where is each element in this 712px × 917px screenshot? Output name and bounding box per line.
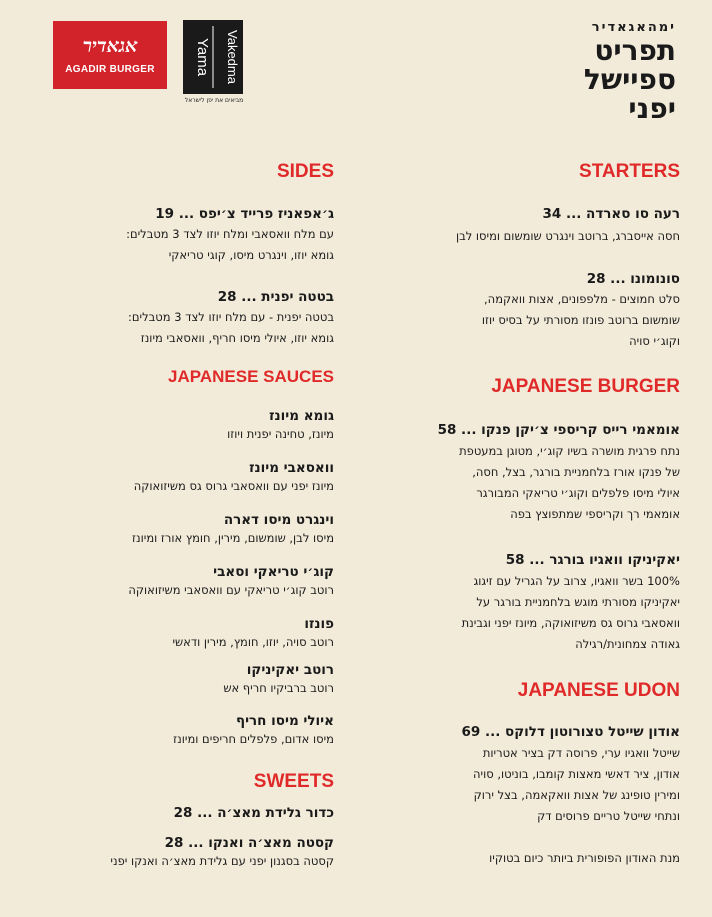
item-description [14,476,334,497]
desc-line: אודון, ציר דאשי מאצות קומבו, בוניטו, סויה [473,767,680,781]
menu-item [14,460,334,497]
agadir-logo-script: אגאדיר [82,35,138,57]
item-title: יאקיניקו וואגיו בורגר ... 58 [505,552,680,568]
desc-line: נתח פרגית מושרה בשיו קוג׳י, מטוגן במעטפת [459,444,680,458]
item-title: וינגרט מיסו דארה [223,512,334,528]
menu-item [14,408,334,445]
menu-item [350,271,680,352]
section-heading-udon: JAPANESE UDON [517,680,680,701]
item-description [14,580,334,601]
desc-line: קסטה בסגנון יפני עם גלידת מאצ׳ה ואנקו יפני [110,854,334,868]
desc-line: בטטה יפנית - עם מלח יוזו לצד 3 מטבלים: [128,310,334,324]
menu-title-line: תפריט [594,34,676,67]
yama-tagline: מביאים את יפן לישראל [184,97,244,104]
desc-line: של פנקו אורז בלחמניית בורגר, בצל, חסה, [472,465,680,479]
udon-footnote: מנת האודון הפופורית ביותר כיום בטוקיו [489,851,680,865]
menu-item [14,805,334,821]
desc-line: ומירין טופינג של אצות וואקאמה, בצל ירוק [473,788,680,802]
item-title: גומא מיונז [269,408,334,424]
desc-line: רוטב קוג׳י טריאקי עם וואסאבי משיזואוקה [128,583,334,597]
item-title: קסטה מאצ׳ה ואנקו ... 28 [164,835,334,851]
desc-line: מיונז יפני עם וואסאבי גרוס גס משיזואוקה [133,479,334,493]
item-description [14,224,334,266]
desc-line: חסה אייסברג, ברוטב וינגרט שומשום ומיסו לבן [455,229,680,243]
item-description [350,289,680,352]
desc-line: גומא יוזו, וינגרט מיסו, קוגי טריאקי [168,248,334,262]
desc-line: מיסו אדום, פלפלים חריפים ומיונז [173,732,334,746]
desc-line: וואסאבי גרוס גס משיזואוקה, מיונז יפני וגבינת [461,616,680,630]
item-title: אודון שייטל טצורוטון דלוקס ... 69 [461,724,680,740]
item-title: קוג׳י טריאקי וסאבי [213,564,334,580]
desc-line: וקוג׳י סויה [629,334,680,348]
item-description [14,307,334,349]
desc-line: רוטב ברביקיו חריף אש [223,681,334,695]
menu-item [350,206,680,247]
yama-vakedma-logo [183,20,243,94]
agadir-burger-logo [53,21,167,89]
item-title: רעה סו סארדה ... 34 [542,206,680,222]
item-title: איולי מיסו חריף [235,713,334,729]
section-heading-starters: STARTERS [579,161,680,182]
section-heading-sides: SIDES [276,161,334,182]
desc-line: שייטל וואגיו ערי, פרוסה דק בציר אטריות [482,746,680,760]
desc-line: יאקיניקו מסורתי מוגש בלחמניית בורגר על [476,595,680,609]
item-description [14,424,334,445]
desc-line: רוטב סויה, יוזו, חומץ, מירין ודאשי [172,635,334,649]
section-heading-burger: JAPANESE BURGER [491,376,680,397]
item-description [14,528,334,549]
desc-line: 100% בשר וואגיו, צרוב על הגריל עם זיגוג [473,574,680,588]
item-title: פונזו [304,616,334,632]
item-description [340,571,680,655]
menu-item [14,206,334,266]
desc-line: עם מלח וואסאבי ומלח יוזו לצד 3 מטבלים: [126,227,334,241]
section-heading-sauces: JAPANESE SAUCES [168,367,334,386]
desc-line: גאודה צמחונית/רגילה [575,637,680,651]
item-title: כדור גלידת מאצ׳ה ... 28 [173,805,334,821]
item-title: בטטה יפנית ... 28 [217,289,334,305]
desc-line: ונתחי שייטל טריים פרוסים דק [537,809,680,823]
restaurant-name: ימהאגאדיר [591,20,676,35]
item-description [14,632,334,653]
item-title: וואסאבי מיונז [249,460,334,476]
item-description [14,729,334,750]
menu-title-line: יפני [628,92,676,125]
item-description [340,743,680,827]
menu-item [14,564,334,601]
desc-line: מיסו לבן, שומשום, מירין, חומץ אורז ומיונז [132,531,334,545]
yama-logo-word: Yama [194,37,211,77]
menu-item [14,512,334,549]
section-heading-sweets: SWEETS [253,771,334,792]
item-description [14,678,334,699]
item-description [14,851,334,872]
agadir-logo-latin: AGADIR BURGER [65,64,155,75]
item-title: רוטב יאקיניקו [246,662,334,678]
desc-line: מיונז, טחינה יפנית ויוזו [227,427,334,441]
menu-item [14,289,334,349]
desc-line: אומאמי רך וקריספי שמתפוצץ בפה [510,507,680,521]
vakedma-logo-word: Vakedma [225,30,240,84]
item-title: אומאמי רייס קריספי צ׳יקן פנקו ... 58 [437,422,680,438]
desc-line: גומא יוזו, איולי מיסו חריף, וואסאבי מיונז [140,331,334,345]
item-description [340,441,680,525]
menu-item [14,616,334,653]
desc-line: שומשום ברוטב פונזו מסורתי על בסיס יוזו [481,313,680,327]
menu-item [340,552,680,655]
menu-title [584,36,676,123]
menu-item [14,662,334,699]
menu-item [14,713,334,750]
menu-item [340,724,680,827]
item-title: סונומונו ... 28 [586,271,680,287]
item-description [350,226,680,247]
menu-title-line: ספיישל [583,63,676,96]
desc-line: סלט חמוצים - מלפפונים, אצות וואקמה, [484,292,680,306]
menu-item [340,422,680,525]
desc-line: איולי מיסו פלפלים וקוג׳י טריאקי המבורגר [476,486,680,500]
item-title: ג׳אפאניז פרייד צ׳יפס ... 19 [155,206,334,222]
menu-item [14,835,334,872]
